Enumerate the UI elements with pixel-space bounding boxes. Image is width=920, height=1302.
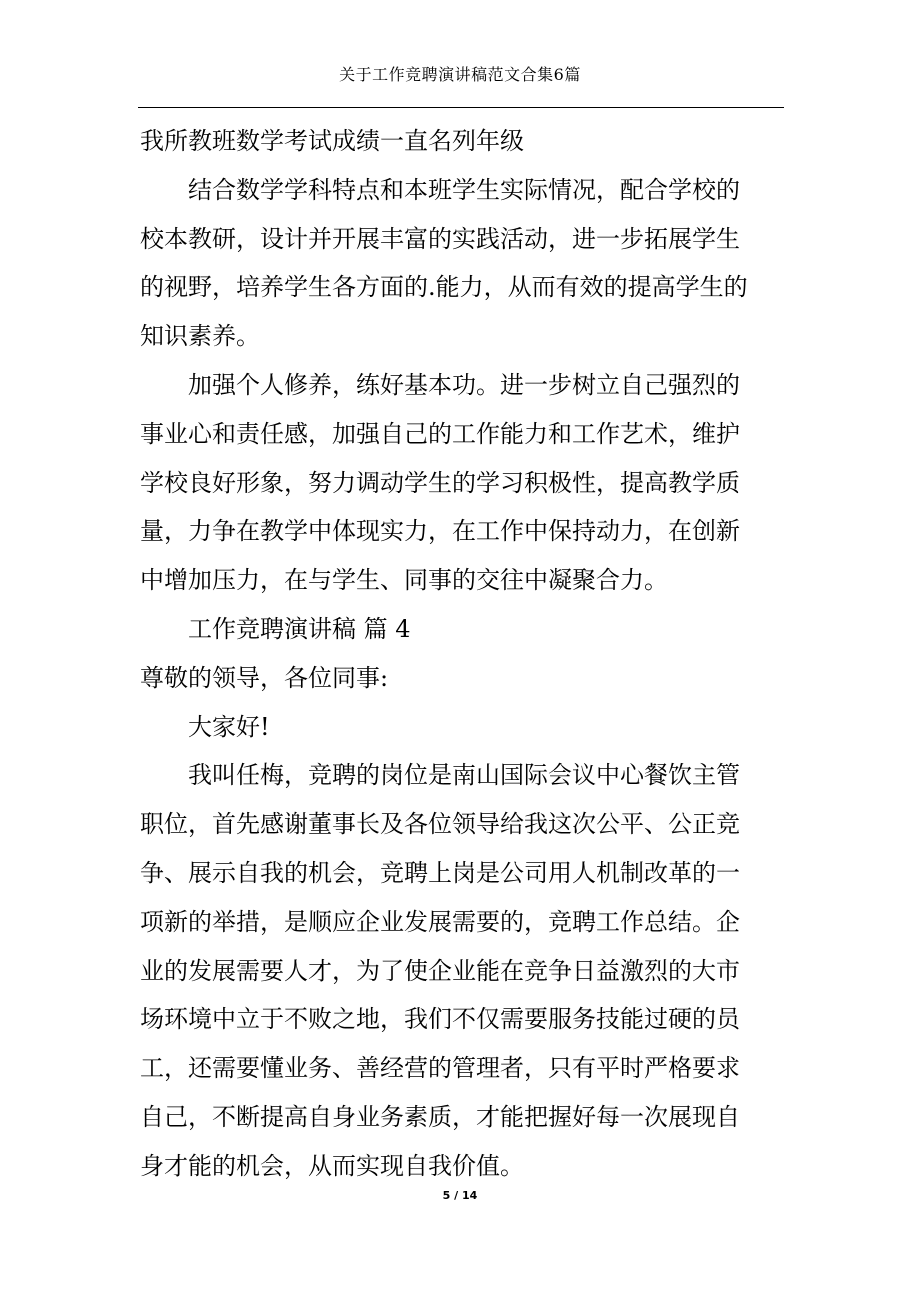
section-heading: 工作竞聘演讲稿 篇 4 [188, 614, 411, 643]
running-header: 关于工作竞聘演讲稿范文合集6篇 [339, 65, 581, 84]
header-divider [138, 107, 784, 108]
body-paragraph: 加强个人修养，练好基本功。进一步树立自己强烈的 事业心和责任感，加强自己的工作能力和工作艺术，维护 学校良好形象，努力调动学生的学习积极性，提高教学质 量，力争在教学中体现实力，在工作中保持动力，在创新 中增加压力，在与学生、同事的交往中凝聚合力。 [140, 370, 740, 595]
body-paragraph: 我叫任梅，竞聘的岗位是南山国际会议中心餐饮主管 职位，首先感谢董事长及各位领导给我这次公平、公正竞 争、展示自我的机会，竞聘上岗是公司用人机制改革的一 项新的举措，是顺应企业发展需要的，竞聘工作总结。企 业的发展需要人才，为了使企业能在竞争日益激烈的大市 场环境中立于不败之地，我们不仅需要服务技能过硬的员 工，还需要懂业务、善经营的管理者，只有平时严格要求 自己，不断提高自身业务素质，才能把握好每一次展现自 身才能的机会，从而实现自我价值。 [140, 761, 740, 1180]
salutation: 尊敬的领导，各位同事: [140, 663, 389, 692]
body-paragraph: 我所教班数学考试成绩一直名列年级 [140, 127, 524, 155]
page-number: 5 / 14 [442, 1189, 478, 1202]
body-paragraph: 结合数学学科特点和本班学生实际情况，配合学校的 校本教研，设计并开展丰富的实践活动，进一步拓展学生 的视野，培养学生各方面的.能力，从而有效的提高学生的 知识素养。 [140, 175, 748, 351]
greeting: 大家好! [188, 712, 270, 741]
document-body [140, 117, 770, 1191]
